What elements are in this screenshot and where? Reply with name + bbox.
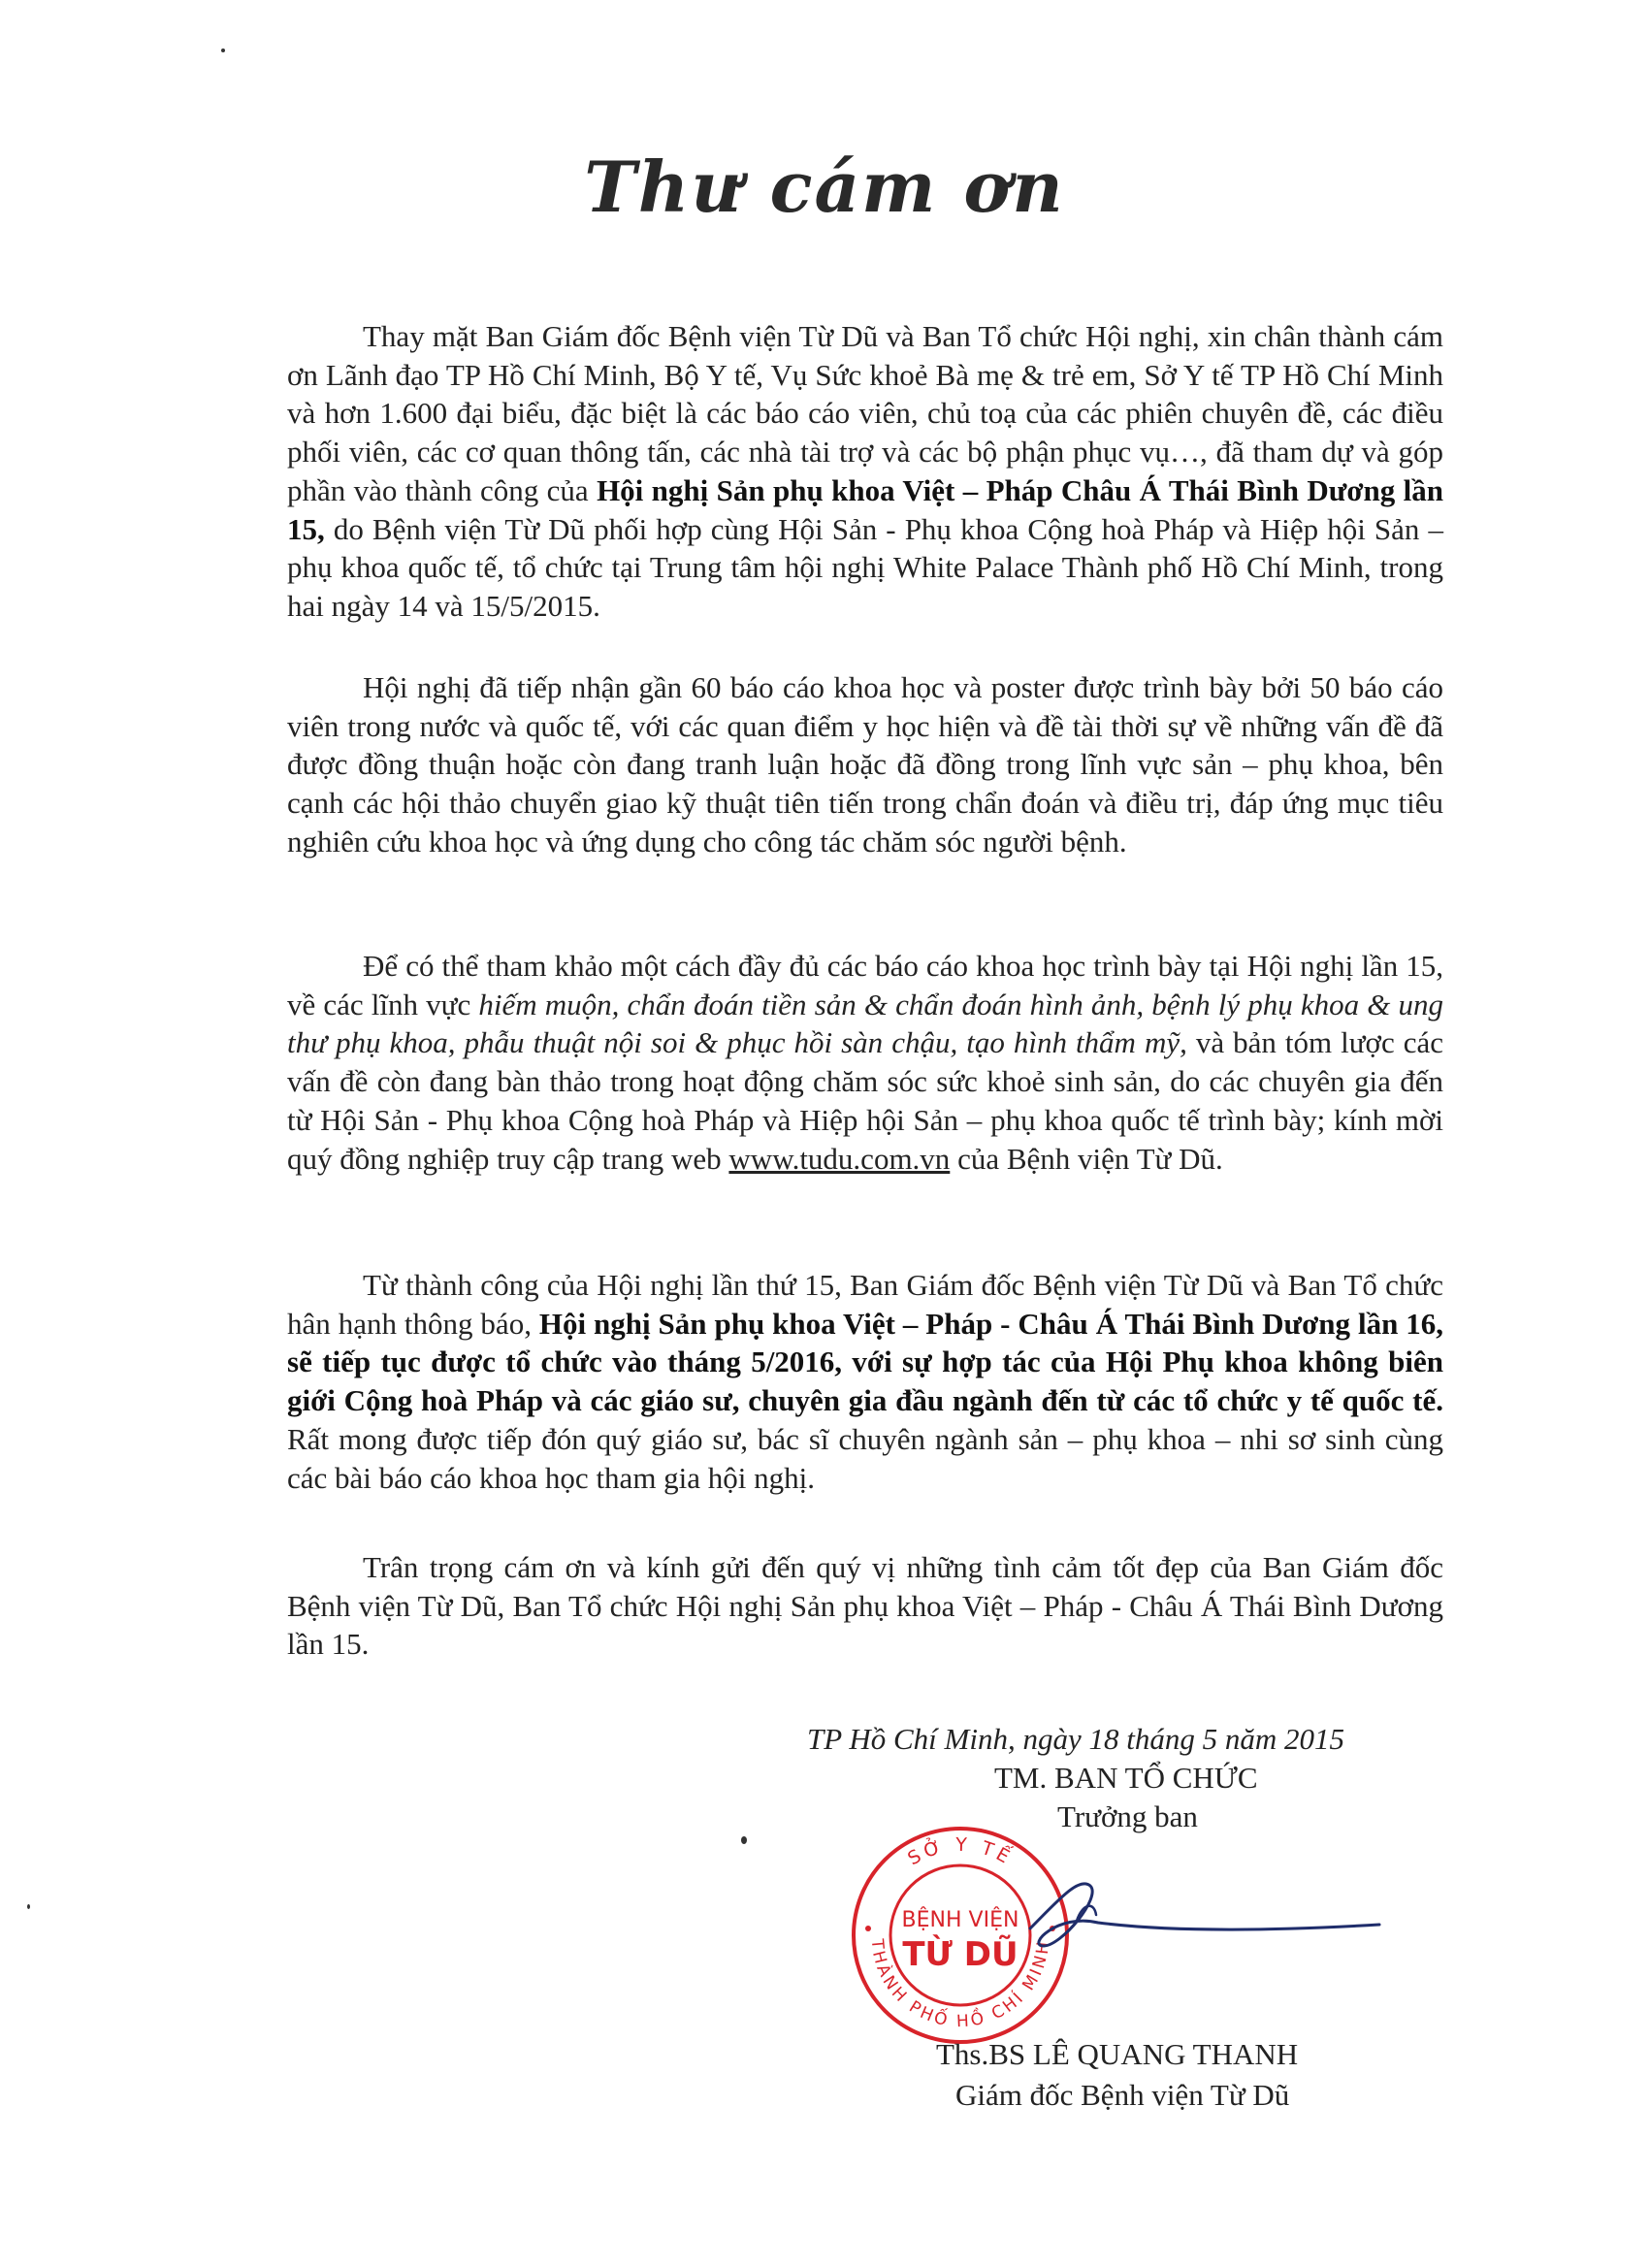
paragraph-3-text-d: của Bệnh viện Từ Dũ. [950,1141,1223,1176]
paragraph-4 [287,1266,1443,1497]
signatory-org: TM. BAN TỔ CHỨC [994,1761,1258,1795]
scan-speck [27,1904,30,1909]
paragraph-4-text-a: Từ thành công của Hội nghị lần thứ 15, Ban Giám đốc Bệnh viện Từ Dũ và Ban Tổ chức hân hạnh thông báo, [287,1268,1443,1341]
seal-center-line-1: BỆNH VIỆN [901,1908,1019,1932]
paragraph-1-bold: Hội nghị Sản phụ khoa Việt – Pháp Châu Á Thái Bình Dương lần 15, [287,472,1444,546]
seal-bottom-text: THÀNH PHỐ HỒ CHÍ MINH [866,1937,1054,2032]
seal-center-line-2: TỪ DŨ [902,1935,1018,1974]
paragraph-2 [287,668,1443,861]
paragraph-1 [287,317,1443,626]
paragraph-4-text-c: Rất mong được tiếp đón quý giáo sư, bác sĩ chuyên ngành sản – phụ khoa – nhi sơ sinh cùng các bài báo cáo khoa học tham gia hội nghị. [287,1421,1443,1495]
paragraph-5-text: Trân trọng cám ơn và kính gửi đến quý vị những tình cảm tốt đẹp của Ban Giám đốc Bệnh viện Từ Dũ, Ban Tổ chức Hội nghị Sản phụ khoa Việt – Pháp - Châu Á Thái Bình Dương lần 15. [287,1550,1443,1662]
paragraph-2-text: Hội nghị đã tiếp nhận gần 60 báo cáo khoa học và poster được trình bày bởi 50 báo cáo viên trong nước và quốc tế, với các quan điểm y học hiện và đề tài thời sự về những vấn đề đã được đồng thuận hoặc còn đang tranh luận hoặc đã đồng trong lĩnh vực sản – phụ khoa, bên cạnh các hội thảo chuyển giao kỹ thuật tiên tiến trong chẩn đoán và điều trị, đáp ứng mục tiêu nghiên cứu khoa học và ứng dụng cho công tác chăm sóc người bệnh. [287,670,1443,859]
paragraph-3 [287,947,1443,1178]
paragraph-5 [287,1548,1443,1664]
signatory-role: Trưởng ban [1057,1799,1198,1833]
paragraph-3-italic: hiếm muộn, chẩn đoán tiền sản & chẩn đoán hình ảnh, bệnh lý phụ khoa & ung thư phụ khoa, phẫu thuật nội soi & phục hồi sàn chậu, tạo hình thẩm mỹ, [287,987,1443,1060]
paragraph-3-text-c: và bản tóm lược các vấn đề còn đang bàn thảo trong hoạt động chăm sóc sức khoẻ sinh sản, do các chuyên gia đến từ Hội Sản - Phụ khoa Cộng hoà Pháp và Hiệp hội Sản – phụ khoa quốc tế trình bày; kính mời quý đồng nghiệp truy cập trang web [287,1025,1443,1176]
seal-top-text: SỞ Y TẾ [904,1833,1017,1870]
scan-speck [221,49,225,52]
place-date: TP Hồ Chí Minh, ngày 18 tháng 5 năm 2015 [807,1722,1344,1756]
paragraph-3-text-a: Để có thể tham khảo một cách đầy đủ các báo cáo khoa học trình bày tại Hội nghị lần 15, về các lĩnh vực [287,949,1443,1021]
scan-speck [741,1836,747,1844]
signatory-name: Ths.BS LÊ QUANG THANH [936,2037,1299,2071]
paragraph-4-bold: Hội nghị Sản phụ khoa Việt – Pháp - Châu Á Thái Bình Dương lần 16, sẽ tiếp tục được tổ chức vào tháng 5/2016, với sự hợp tác của Hội Phụ khoa không biên giới Cộng hoà Pháp và các giáo sư, chuyên gia đầu ngành đến từ các tổ chức y tế quốc tế. [287,1306,1443,1418]
signatory-title: Giám đốc Bệnh viện Từ Dũ [955,2078,1290,2112]
website-link[interactable]: www.tudu.com.vn [728,1141,951,1176]
letter-title: Thư cám ơn [584,146,1065,228]
paragraph-1-text-a: Thay mặt Ban Giám đốc Bệnh viện Từ Dũ và Ban Tổ chức Hội nghị, xin chân thành cám ơn Lãnh đạo TP Hồ Chí Minh, Bộ Y tế, Vụ Sức khoẻ Bà mẹ & trẻ em, Sở Y tế TP Hồ Chí Minh và hơn 1.600 đại biểu, đặc biệt là các báo cáo viên, chủ toạ của các phiên chuyên đề, các điều phối viên, các cơ quan thông tấn, các nhà tài trợ và các bộ phận phục vụ…, đã tham dự và góp phần vào thành công của [287,319,1443,507]
paragraph-1-text-c: do Bệnh viện Từ Dũ phối hợp cùng Hội Sản - Phụ khoa Cộng hoà Pháp và Hiệp hội Sản – phụ khoa quốc tế, tổ chức tại Trung tâm hội nghị White Palace Thành phố Hồ Chí Minh, trong hai ngày 14 và 15/5/2015. [287,511,1443,623]
handwritten-signature [1018,1872,1387,1960]
